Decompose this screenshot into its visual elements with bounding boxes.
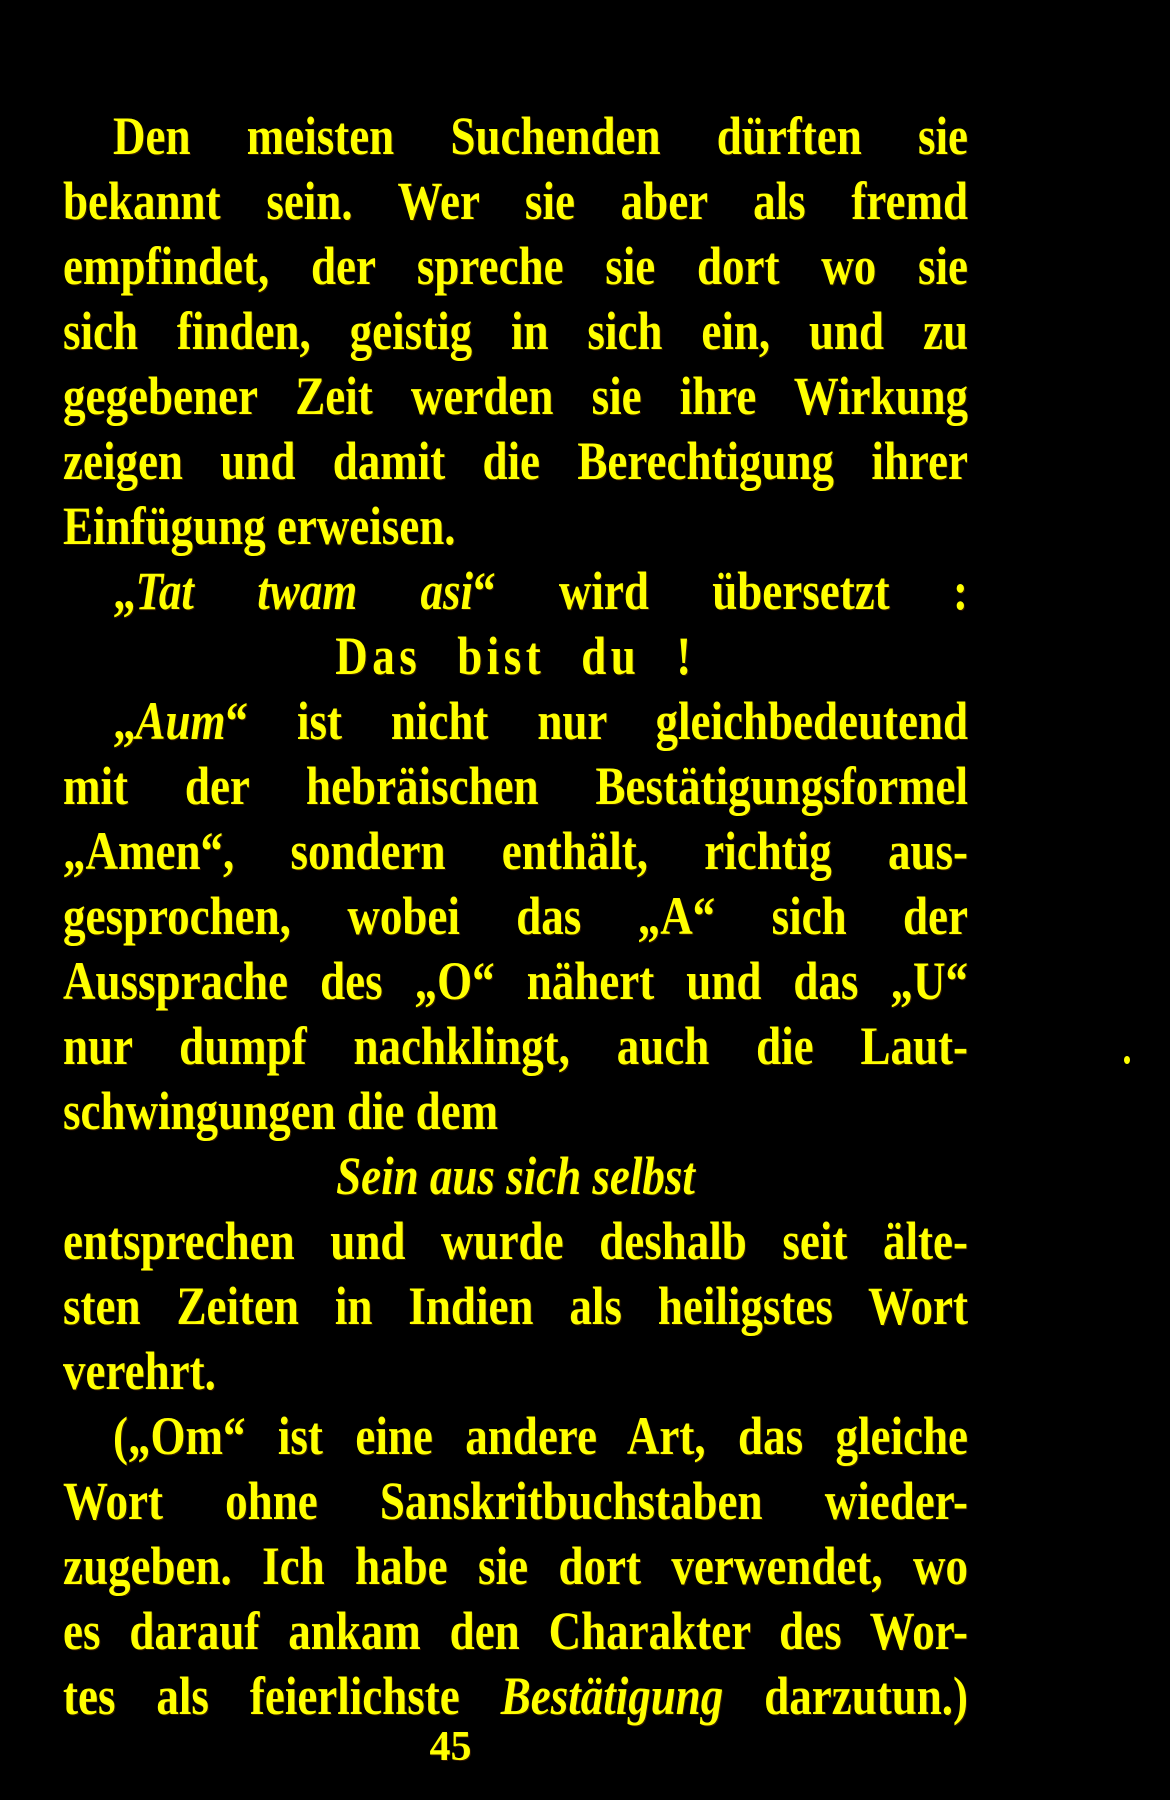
text-segment: nur dumpf nachklingt, auch die Laut- <box>63 1015 968 1076</box>
text-segment: sten Zeiten in Indien als heiligstes Wort <box>63 1275 968 1336</box>
text-segment: sich finden, geistig in sich ein, und zu <box>63 300 968 361</box>
text-segment: gesprochen, wobei das „A“ sich der <box>63 885 968 946</box>
text-segment: („Om“ ist eine andere Art, das gleiche <box>113 1405 968 1466</box>
text-segment: schwingungen die dem <box>63 1080 499 1141</box>
text-segment: tes als feierlichste <box>63 1665 501 1726</box>
text-segment: zugeben. Ich habe sie dort verwendet, wo <box>63 1535 968 1596</box>
italic-text: Bestätigung <box>500 1665 724 1726</box>
text-segment: „ <box>113 690 136 751</box>
text-segment: entsprechen und wurde deshalb seit älte- <box>63 1210 968 1271</box>
text-segment: gegebener Zeit werden sie ihre Wirkung <box>63 365 968 426</box>
text-segment: “ ist nicht nur gleichbedeutend <box>225 690 968 751</box>
italic-text: Sein aus sich selbst <box>336 1145 695 1206</box>
text-segment: es darauf ankam den Charakter des Wor- <box>63 1600 968 1661</box>
text-segment: Wort ohne Sanskritbuchstaben wieder- <box>63 1470 968 1531</box>
text-segment: „Amen“, sondern enthält, richtig aus- <box>63 820 968 881</box>
text-segment: “ wird übersetzt : <box>473 560 968 621</box>
text-segment: bekannt sein. Wer sie aber als fremd <box>63 170 968 231</box>
ink-speck <box>1124 1056 1130 1064</box>
text-block <box>63 104 968 1729</box>
text-segment: verehrt. <box>63 1340 216 1401</box>
text-segment: Aussprache des „O“ nähert und das „U“ <box>63 950 968 1011</box>
text-segment: „ <box>113 560 136 621</box>
text-segment: zeigen und damit die Berechtigung ihrer <box>63 430 968 491</box>
text-segment: Einfügung erweisen. <box>63 495 456 556</box>
text-segment: mit der hebräischen Bestätigungsformel <box>63 755 968 816</box>
italic-text: Aum <box>135 690 226 751</box>
text-line <box>63 1658 968 1736</box>
text-segment: Den meisten Suchenden dürften sie <box>113 105 968 166</box>
text-segment: empfindet, der spreche sie dort wo sie <box>63 235 968 296</box>
page-number: 45 <box>429 1724 472 1770</box>
text-segment: Das bist du ! <box>335 625 696 686</box>
text-segment: darzutun.) <box>723 1665 968 1726</box>
italic-text: Tat twam asi <box>135 560 474 621</box>
